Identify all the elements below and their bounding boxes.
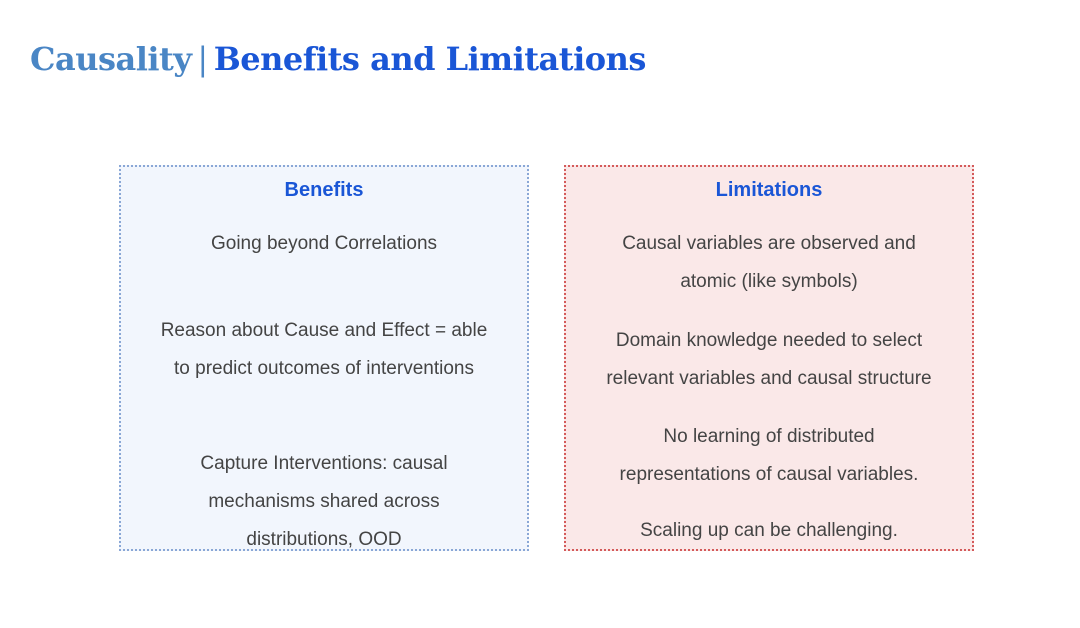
limitation-line: relevant variables and causal structure [606, 368, 932, 389]
benefit-line: to predict outcomes of interventions [174, 358, 474, 379]
limitation-line: Domain knowledge needed to select [615, 330, 923, 351]
limitations-heading: Limitations [715, 179, 823, 201]
page-title [30, 40, 646, 78]
benefit-line: Going beyond Correlations [210, 233, 438, 254]
limitation-line: representations of causal variables. [619, 464, 919, 485]
limitation-item [566, 418, 972, 494]
benefits-panel [119, 165, 529, 551]
title-main: Benefits and Limitations [213, 40, 646, 78]
limitation-item [566, 512, 972, 550]
limitation-line: Scaling up can be challenging. [640, 520, 898, 541]
limitations-panel [564, 165, 974, 551]
benefit-item [121, 312, 527, 388]
title-prefix: Causality [30, 40, 192, 78]
title-separator: | [197, 40, 208, 78]
benefit-item [121, 445, 527, 559]
limitation-item [566, 322, 972, 398]
benefits-heading: Benefits [284, 179, 364, 201]
benefit-line: mechanisms shared across [208, 491, 440, 512]
limitation-line: No learning of distributed [663, 426, 875, 447]
limitation-line: atomic (like symbols) [680, 271, 858, 292]
limitation-item [566, 225, 972, 301]
limitation-line: Causal variables are observed and [622, 233, 916, 254]
benefit-line: Reason about Cause and Effect = able [160, 320, 488, 341]
benefit-line: Capture Interventions: causal [200, 453, 448, 474]
benefit-line: distributions, OOD [246, 529, 402, 550]
benefit-item [121, 225, 527, 263]
